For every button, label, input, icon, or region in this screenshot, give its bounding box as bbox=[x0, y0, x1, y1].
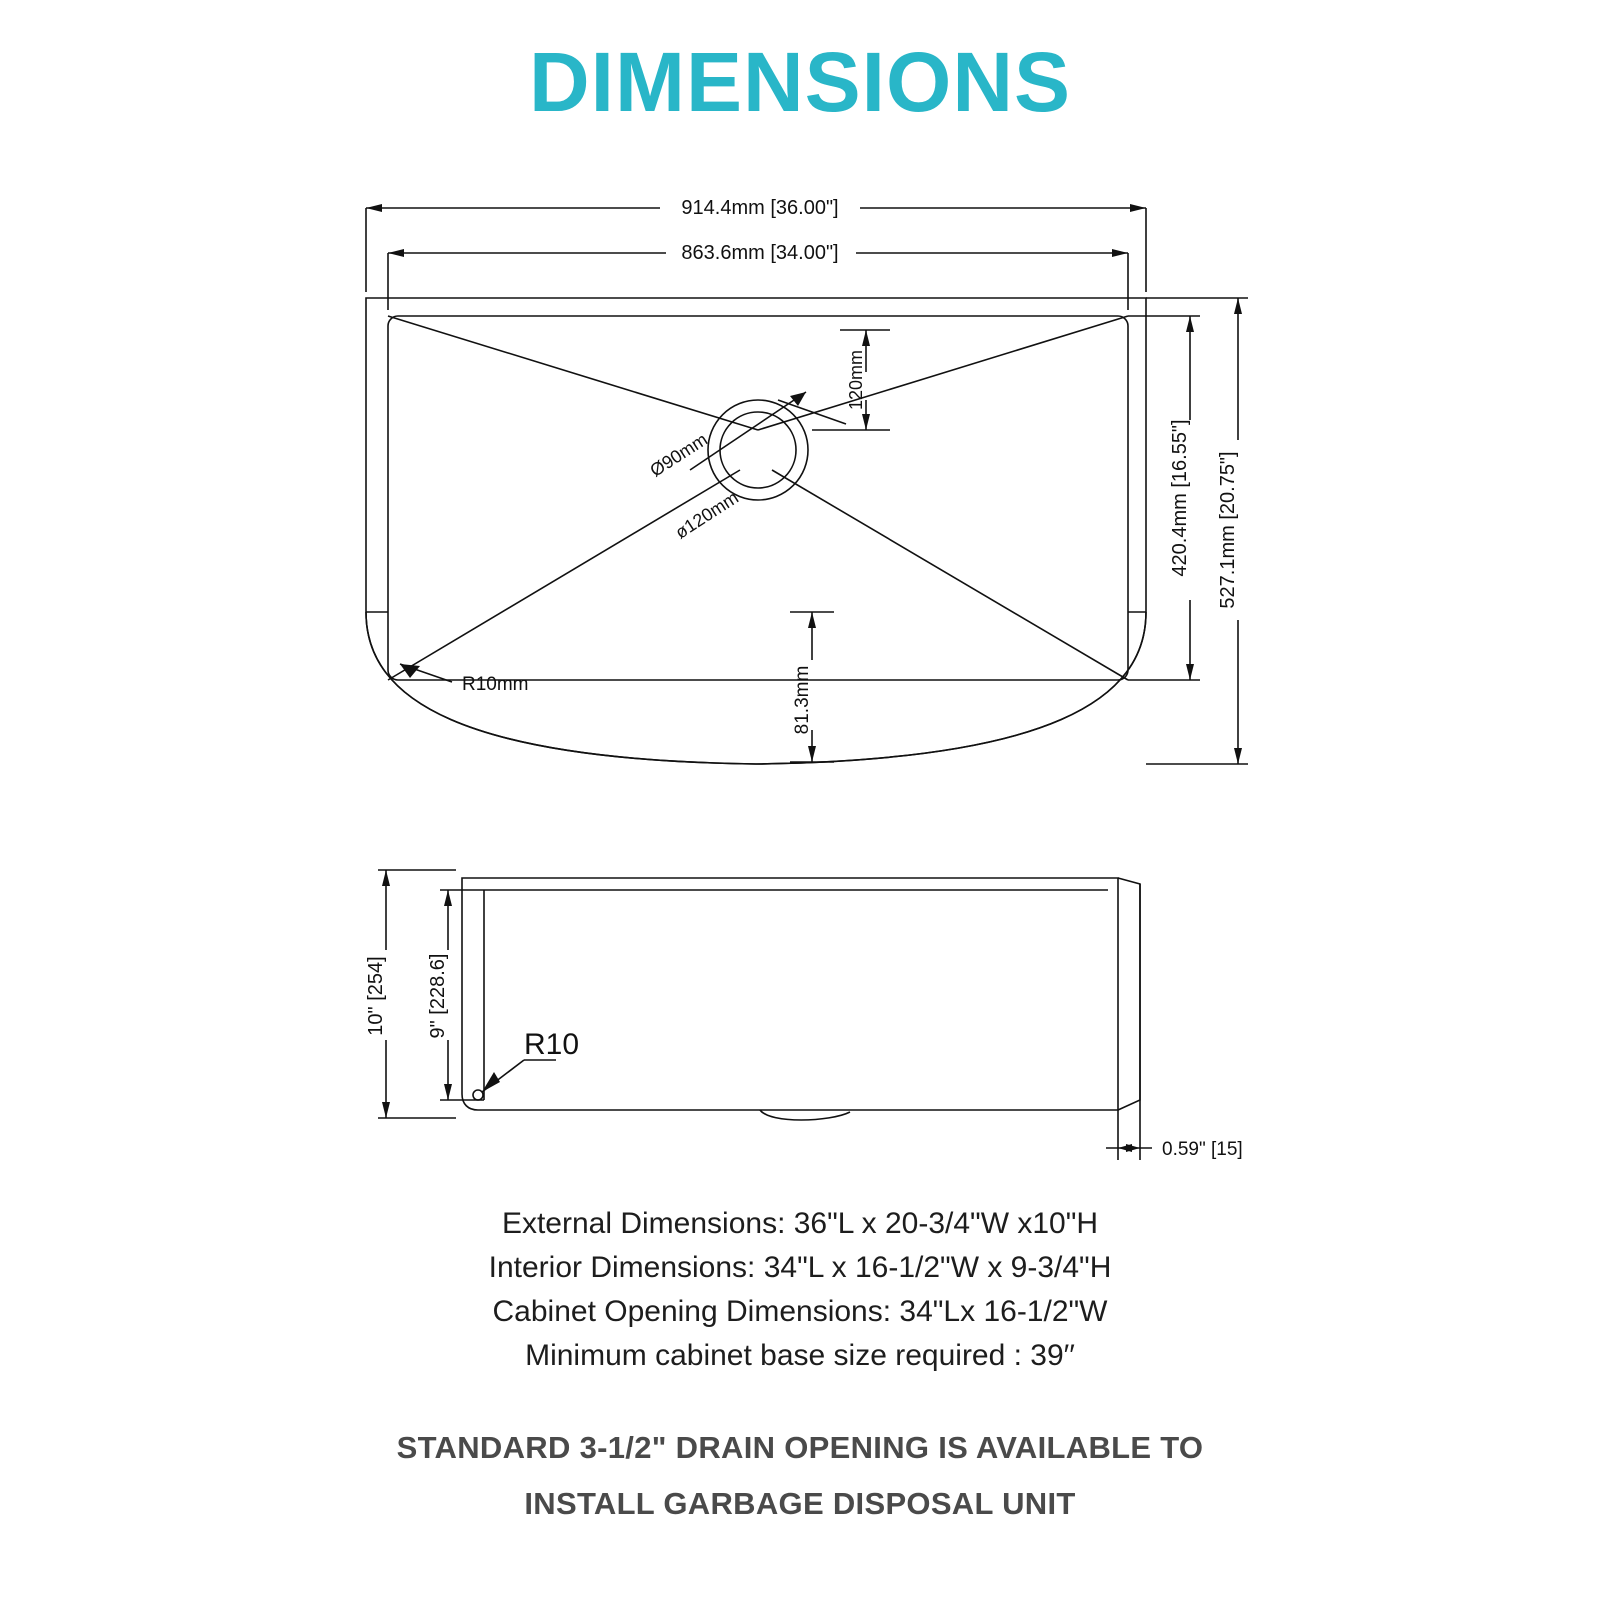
footer-line-1: STANDARD 3-1/2" DRAIN OPENING IS AVAILABLE TO bbox=[396, 1430, 1204, 1465]
basin-inner-rect bbox=[388, 316, 1128, 680]
label-exterior-height: 10" [254] bbox=[365, 956, 387, 1036]
label-corner-radius-side: R10 bbox=[524, 1028, 580, 1061]
basin-slope-3 bbox=[388, 470, 740, 680]
side-drain-bump bbox=[760, 1110, 850, 1120]
label-overall-width: 914.4mm [36.00"] bbox=[681, 197, 839, 219]
label-drain-inner: ø120mm bbox=[671, 487, 742, 543]
footer-line-2: INSTALL GARBAGE DISPOSAL UNIT bbox=[524, 1486, 1076, 1521]
label-inner-width: 863.6mm [34.00"] bbox=[681, 242, 839, 264]
side-right-lip bbox=[1118, 878, 1140, 1110]
label-corner-radius-top: R10mm bbox=[462, 674, 529, 695]
label-apron-depth: 81.3mm bbox=[792, 665, 813, 735]
specifications-block bbox=[0, 1202, 1600, 1378]
label-inner-depth: 420.4mm [16.55"] bbox=[1169, 419, 1191, 577]
spec-cabinet-opening: Cabinet Opening Dimensions: 34"Lx 16-1/2"W bbox=[492, 1295, 1108, 1328]
basin-slope-1 bbox=[388, 316, 758, 430]
label-overall-depth: 527.1mm [20.75"] bbox=[1217, 451, 1239, 609]
basin-slope-4 bbox=[772, 470, 1128, 680]
side-corner-radius-dot bbox=[473, 1090, 483, 1100]
page-title: DIMENSIONS bbox=[528, 35, 1072, 129]
drain-outer-circle bbox=[708, 400, 808, 500]
spec-external-dimensions: External Dimensions: 36"L x 20-3/4"W x10"H bbox=[501, 1207, 1099, 1240]
label-drain-outer: Ø90mm bbox=[646, 429, 712, 481]
drain-diameter-leader bbox=[690, 392, 806, 470]
footer-note bbox=[0, 1420, 1600, 1532]
side-body-outline bbox=[462, 878, 1118, 1110]
label-drain-offset: 120mm bbox=[846, 349, 866, 411]
sink-side-view-drawing bbox=[378, 870, 1152, 1160]
label-interior-height: 9" [228.6] bbox=[427, 953, 449, 1039]
label-wall-thickness: 0.59" [15] bbox=[1162, 1139, 1243, 1160]
spec-interior-dimensions: Interior Dimensions: 34"L x 16-1/2"W x 9-3/4"H bbox=[488, 1251, 1112, 1284]
spec-minimum-cabinet-base: Minimum cabinet base size required : 39′′ bbox=[525, 1339, 1075, 1372]
